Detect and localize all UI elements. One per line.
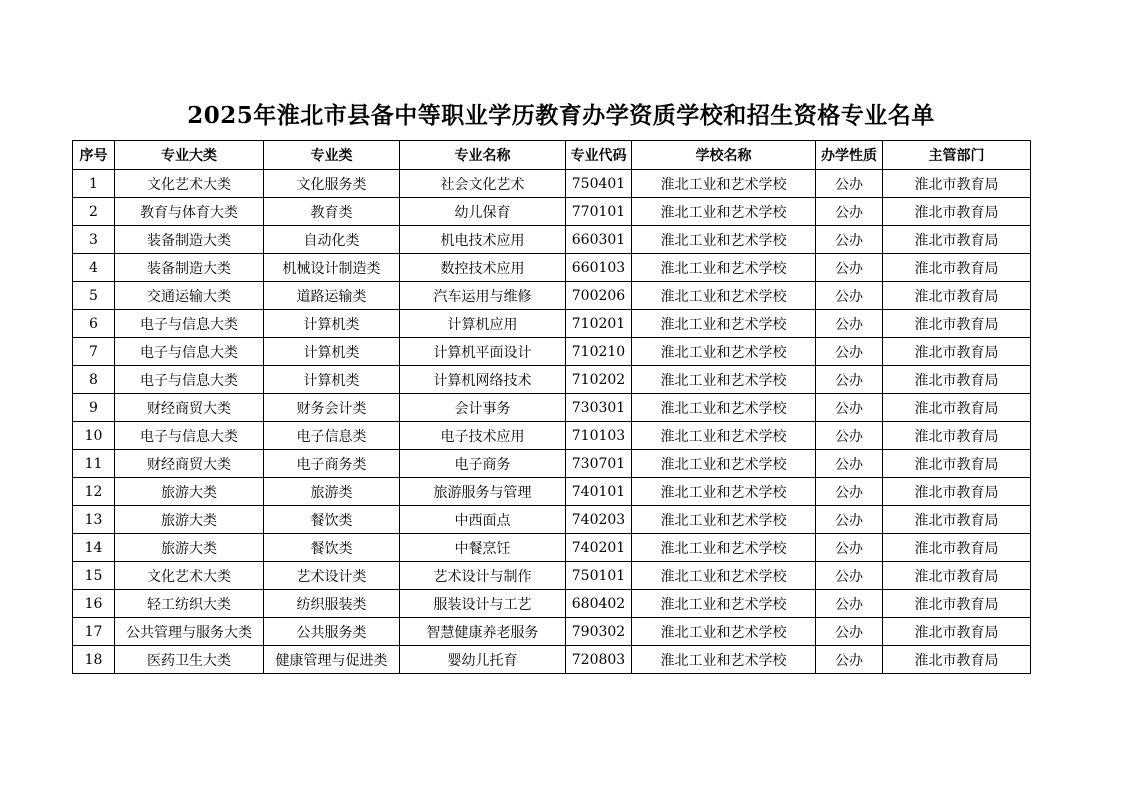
cell-class: 计算机类 (264, 310, 400, 338)
cell-category: 教育与体育大类 (115, 198, 264, 226)
cell-class: 纺织服装类 (264, 590, 400, 618)
cell-school-type: 公办 (816, 506, 883, 534)
cell-school-name: 淮北工业和艺术学校 (632, 394, 816, 422)
cell-program-name: 会计事务 (400, 394, 566, 422)
cell-program-code: 730301 (566, 394, 632, 422)
cell-category: 旅游大类 (115, 478, 264, 506)
cell-category: 财经商贸大类 (115, 394, 264, 422)
page-title: 2025年淮北市县备中等职业学历教育办学资质学校和招生资格专业名单 (187, 102, 935, 129)
table-row (73, 394, 1031, 422)
cell-department: 淮北市教育局 (883, 366, 1031, 394)
cell-index: 9 (73, 394, 115, 422)
cell-program-code: 710202 (566, 366, 632, 394)
cell-program-name: 计算机平面设计 (400, 338, 566, 366)
cell-index: 18 (73, 646, 115, 674)
cell-school-type: 公办 (816, 478, 883, 506)
cell-school-name: 淮北工业和艺术学校 (632, 366, 816, 394)
cell-program-code: 740201 (566, 534, 632, 562)
cell-index: 5 (73, 282, 115, 310)
cell-index: 11 (73, 450, 115, 478)
cell-school-type: 公办 (816, 366, 883, 394)
table-row (73, 562, 1031, 590)
cell-class: 教育类 (264, 198, 400, 226)
cell-index: 6 (73, 310, 115, 338)
cell-class: 餐饮类 (264, 534, 400, 562)
column-header-school-name: 学校名称 (632, 141, 816, 170)
cell-school-name: 淮北工业和艺术学校 (632, 422, 816, 450)
cell-department: 淮北市教育局 (883, 422, 1031, 450)
cell-class: 公共服务类 (264, 618, 400, 646)
cell-school-type: 公办 (816, 590, 883, 618)
cell-school-type: 公办 (816, 198, 883, 226)
table-row (73, 478, 1031, 506)
cell-category: 医药卫生大类 (115, 646, 264, 674)
table-row (73, 226, 1031, 254)
cell-index: 13 (73, 506, 115, 534)
cell-class: 电子信息类 (264, 422, 400, 450)
cell-department: 淮北市教育局 (883, 534, 1031, 562)
cell-department: 淮北市教育局 (883, 478, 1031, 506)
cell-program-name: 智慧健康养老服务 (400, 618, 566, 646)
cell-class: 计算机类 (264, 366, 400, 394)
cell-program-code: 700206 (566, 282, 632, 310)
cell-department: 淮北市教育局 (883, 646, 1031, 674)
table-row (73, 618, 1031, 646)
cell-department: 淮北市教育局 (883, 590, 1031, 618)
program-table (72, 140, 1031, 674)
cell-school-name: 淮北工业和艺术学校 (632, 534, 816, 562)
cell-index: 4 (73, 254, 115, 282)
cell-department: 淮北市教育局 (883, 338, 1031, 366)
cell-department: 淮北市教育局 (883, 310, 1031, 338)
cell-school-type: 公办 (816, 394, 883, 422)
table-body (73, 170, 1031, 674)
table-row (73, 254, 1031, 282)
cell-category: 装备制造大类 (115, 226, 264, 254)
column-header-program-name: 专业名称 (400, 141, 566, 170)
cell-school-name: 淮北工业和艺术学校 (632, 170, 816, 198)
cell-program-code: 770101 (566, 198, 632, 226)
cell-category: 交通运输大类 (115, 282, 264, 310)
cell-school-name: 淮北工业和艺术学校 (632, 226, 816, 254)
cell-school-type: 公办 (816, 618, 883, 646)
cell-program-code: 730701 (566, 450, 632, 478)
table-row (73, 506, 1031, 534)
cell-program-code: 750101 (566, 562, 632, 590)
cell-class: 财务会计类 (264, 394, 400, 422)
table-row (73, 534, 1031, 562)
cell-category: 财经商贸大类 (115, 450, 264, 478)
cell-program-code: 790302 (566, 618, 632, 646)
cell-program-code: 660103 (566, 254, 632, 282)
table-row (73, 310, 1031, 338)
cell-department: 淮北市教育局 (883, 282, 1031, 310)
cell-class: 自动化类 (264, 226, 400, 254)
cell-category: 电子与信息大类 (115, 310, 264, 338)
cell-program-name: 计算机应用 (400, 310, 566, 338)
cell-index: 7 (73, 338, 115, 366)
cell-category: 电子与信息大类 (115, 366, 264, 394)
table-row (73, 282, 1031, 310)
cell-program-name: 服装设计与工艺 (400, 590, 566, 618)
cell-program-name: 中餐烹饪 (400, 534, 566, 562)
cell-program-name: 数控技术应用 (400, 254, 566, 282)
cell-program-name: 婴幼儿托育 (400, 646, 566, 674)
cell-school-name: 淮北工业和艺术学校 (632, 254, 816, 282)
table-row (73, 646, 1031, 674)
cell-program-code: 750401 (566, 170, 632, 198)
cell-school-name: 淮北工业和艺术学校 (632, 506, 816, 534)
cell-program-code: 720803 (566, 646, 632, 674)
cell-program-name: 电子商务 (400, 450, 566, 478)
cell-program-name: 幼儿保育 (400, 198, 566, 226)
cell-school-type: 公办 (816, 282, 883, 310)
cell-school-name: 淮北工业和艺术学校 (632, 618, 816, 646)
column-header-class: 专业类 (264, 141, 400, 170)
cell-category: 旅游大类 (115, 534, 264, 562)
cell-school-name: 淮北工业和艺术学校 (632, 310, 816, 338)
cell-index: 3 (73, 226, 115, 254)
cell-school-type: 公办 (816, 646, 883, 674)
cell-school-type: 公办 (816, 170, 883, 198)
table-header (73, 141, 1031, 170)
cell-index: 8 (73, 366, 115, 394)
cell-index: 14 (73, 534, 115, 562)
cell-school-type: 公办 (816, 450, 883, 478)
cell-program-code: 660301 (566, 226, 632, 254)
cell-category: 旅游大类 (115, 506, 264, 534)
cell-program-code: 680402 (566, 590, 632, 618)
cell-index: 15 (73, 562, 115, 590)
cell-school-type: 公办 (816, 310, 883, 338)
cell-program-code: 740203 (566, 506, 632, 534)
cell-school-name: 淮北工业和艺术学校 (632, 450, 816, 478)
cell-department: 淮北市教育局 (883, 254, 1031, 282)
cell-program-name: 电子技术应用 (400, 422, 566, 450)
cell-class: 电子商务类 (264, 450, 400, 478)
cell-department: 淮北市教育局 (883, 394, 1031, 422)
cell-category: 轻工纺织大类 (115, 590, 264, 618)
cell-class: 道路运输类 (264, 282, 400, 310)
cell-department: 淮北市教育局 (883, 618, 1031, 646)
column-header-index: 序号 (73, 141, 115, 170)
cell-program-code: 710210 (566, 338, 632, 366)
cell-program-code: 740101 (566, 478, 632, 506)
cell-department: 淮北市教育局 (883, 450, 1031, 478)
cell-department: 淮北市教育局 (883, 226, 1031, 254)
cell-school-type: 公办 (816, 338, 883, 366)
cell-index: 2 (73, 198, 115, 226)
table-row (73, 590, 1031, 618)
cell-school-type: 公办 (816, 562, 883, 590)
cell-program-name: 计算机网络技术 (400, 366, 566, 394)
column-header-department: 主管部门 (883, 141, 1031, 170)
cell-category: 装备制造大类 (115, 254, 264, 282)
cell-school-name: 淮北工业和艺术学校 (632, 198, 816, 226)
cell-program-name: 旅游服务与管理 (400, 478, 566, 506)
cell-class: 机械设计制造类 (264, 254, 400, 282)
column-header-program-code: 专业代码 (566, 141, 632, 170)
header-row (73, 141, 1031, 170)
cell-category: 文化艺术大类 (115, 170, 264, 198)
cell-class: 健康管理与促进类 (264, 646, 400, 674)
cell-class: 文化服务类 (264, 170, 400, 198)
table-row (73, 450, 1031, 478)
cell-school-name: 淮北工业和艺术学校 (632, 338, 816, 366)
cell-class: 餐饮类 (264, 506, 400, 534)
cell-class: 旅游类 (264, 478, 400, 506)
cell-school-type: 公办 (816, 254, 883, 282)
column-header-category: 专业大类 (115, 141, 264, 170)
cell-index: 16 (73, 590, 115, 618)
cell-index: 17 (73, 618, 115, 646)
cell-school-name: 淮北工业和艺术学校 (632, 562, 816, 590)
cell-school-name: 淮北工业和艺术学校 (632, 646, 816, 674)
cell-school-type: 公办 (816, 422, 883, 450)
cell-index: 12 (73, 478, 115, 506)
cell-category: 电子与信息大类 (115, 338, 264, 366)
cell-program-code: 710201 (566, 310, 632, 338)
cell-department: 淮北市教育局 (883, 198, 1031, 226)
cell-program-name: 艺术设计与制作 (400, 562, 566, 590)
cell-school-type: 公办 (816, 226, 883, 254)
cell-category: 文化艺术大类 (115, 562, 264, 590)
cell-program-name: 汽车运用与维修 (400, 282, 566, 310)
table-row (73, 170, 1031, 198)
table-row (73, 338, 1031, 366)
cell-program-name: 机电技术应用 (400, 226, 566, 254)
cell-class: 艺术设计类 (264, 562, 400, 590)
cell-index: 10 (73, 422, 115, 450)
cell-index: 1 (73, 170, 115, 198)
cell-school-name: 淮北工业和艺术学校 (632, 282, 816, 310)
cell-category: 公共管理与服务大类 (115, 618, 264, 646)
cell-school-name: 淮北工业和艺术学校 (632, 478, 816, 506)
column-header-school-type: 办学性质 (816, 141, 883, 170)
cell-program-name: 中西面点 (400, 506, 566, 534)
cell-department: 淮北市教育局 (883, 506, 1031, 534)
cell-program-code: 710103 (566, 422, 632, 450)
cell-category: 电子与信息大类 (115, 422, 264, 450)
cell-department: 淮北市教育局 (883, 170, 1031, 198)
table-row (73, 366, 1031, 394)
cell-class: 计算机类 (264, 338, 400, 366)
cell-school-type: 公办 (816, 534, 883, 562)
cell-school-name: 淮北工业和艺术学校 (632, 590, 816, 618)
table-row (73, 422, 1031, 450)
cell-department: 淮北市教育局 (883, 562, 1031, 590)
table-row (73, 198, 1031, 226)
cell-program-name: 社会文化艺术 (400, 170, 566, 198)
